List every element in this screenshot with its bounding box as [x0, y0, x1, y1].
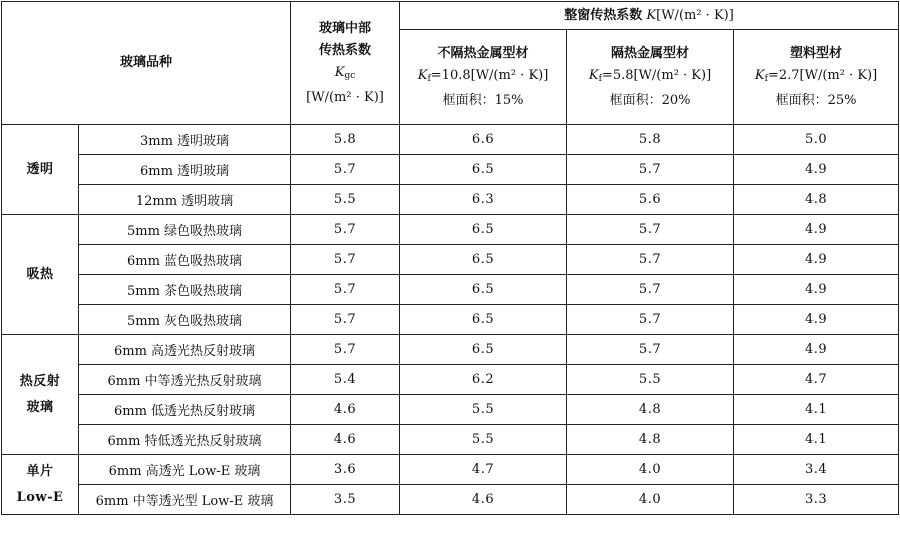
kf-subscript: f — [427, 73, 431, 84]
center-k-cell: 5.7 — [291, 305, 400, 335]
k-non-insulated-cell: 6.3 — [400, 185, 567, 215]
table-header — [2, 2, 899, 125]
group-label-line: Low-E — [16, 489, 64, 505]
glass-name-cell: 12mm 透明玻璃 — [79, 185, 291, 215]
k-non-insulated-cell: 6.6 — [400, 125, 567, 155]
frame-name: 隔热金属型材 — [611, 45, 690, 61]
k-plastic-cell: 4.9 — [734, 215, 899, 245]
glass-name-cell: 5mm 绿色吸热玻璃 — [79, 215, 291, 245]
table-row — [2, 275, 899, 305]
k-plastic-cell: 4.9 — [734, 245, 899, 275]
group-label-cell — [2, 335, 79, 455]
k-insulated-cell: 5.7 — [567, 275, 734, 305]
table-row — [2, 245, 899, 275]
k-plastic-cell: 4.8 — [734, 185, 899, 215]
group-label-line: 玻璃 — [26, 399, 54, 415]
k-non-insulated-cell: 4.6 — [400, 485, 567, 515]
group-label-line: 单片 — [26, 463, 54, 479]
table-row — [2, 485, 899, 515]
k-plastic-cell: 4.9 — [734, 155, 899, 185]
kgc-subscript: gc — [344, 70, 356, 81]
table-row — [2, 455, 899, 485]
kf-value: =5.8[W/(m² · K)] — [601, 67, 712, 83]
group-label-cell — [2, 215, 79, 335]
glass-name-cell: 5mm 茶色吸热玻璃 — [79, 275, 291, 305]
center-k-cell: 5.5 — [291, 185, 400, 215]
k-plastic-cell: 4.7 — [734, 365, 899, 395]
k-plastic-cell: 4.9 — [734, 335, 899, 365]
header-glass-type — [2, 2, 291, 125]
frame-area: 框面积：15% — [442, 92, 524, 108]
header-frame-plastic — [734, 30, 899, 125]
k-non-insulated-cell: 6.5 — [400, 215, 567, 245]
k-insulated-cell: 4.0 — [567, 485, 734, 515]
center-k-cell: 5.7 — [291, 275, 400, 305]
glass-name-cell: 6mm 高透光 Low-E 玻璃 — [79, 455, 291, 485]
k-plastic-cell: 4.1 — [734, 425, 899, 455]
center-k-cell: 3.6 — [291, 455, 400, 485]
header-frame-insulated-metal — [567, 30, 734, 125]
glass-name-cell: 3mm 透明玻璃 — [79, 125, 291, 155]
frame-name: 不隔热金属型材 — [437, 45, 529, 61]
group-label-line: 吸热 — [26, 266, 54, 282]
k-non-insulated-cell: 6.5 — [400, 275, 567, 305]
center-k-cell: 5.7 — [291, 335, 400, 365]
k-insulated-cell: 4.8 — [567, 395, 734, 425]
k-plastic-cell: 4.9 — [734, 275, 899, 305]
kf-value: =2.7[W/(m² · K)] — [767, 67, 878, 83]
glass-name-cell: 6mm 特低透光热反射玻璃 — [79, 425, 291, 455]
group-label-cell — [2, 455, 79, 515]
center-k-cell: 5.7 — [291, 155, 400, 185]
group-label-line: 透明 — [26, 161, 54, 177]
k-plastic-cell: 3.3 — [734, 485, 899, 515]
table-row — [2, 425, 899, 455]
k-insulated-cell: 5.7 — [567, 305, 734, 335]
center-k-cell: 5.7 — [291, 215, 400, 245]
header-center-k — [291, 2, 400, 125]
table-row — [2, 215, 899, 245]
header-glass-type-label: 玻璃品种 — [120, 55, 173, 70]
center-k-cell: 4.6 — [291, 395, 400, 425]
k-plastic-cell: 4.9 — [734, 305, 899, 335]
header-frame-non-insulated-metal — [400, 30, 567, 125]
kf-subscript: f — [598, 73, 602, 84]
k-non-insulated-cell: 6.5 — [400, 305, 567, 335]
k-non-insulated-cell: 6.2 — [400, 365, 567, 395]
frame-kf — [400, 65, 566, 90]
glass-name-cell: 5mm 灰色吸热玻璃 — [79, 305, 291, 335]
table-row — [2, 335, 899, 365]
frame-area: 框面积：25% — [775, 92, 857, 108]
k-non-insulated-cell: 5.5 — [400, 395, 567, 425]
table-row — [2, 155, 899, 185]
group-label-line: 热反射 — [19, 373, 61, 389]
kf-symbol: K — [417, 67, 428, 83]
glass-name-cell: 6mm 中等透光热反射玻璃 — [79, 365, 291, 395]
window-k-title: 整窗传热系数 — [564, 7, 643, 23]
window-k-unit: [W/(m² · K)] — [656, 7, 734, 23]
kf-symbol: K — [754, 67, 765, 83]
k-plastic-cell: 5.0 — [734, 125, 899, 155]
kgc-symbol: K — [334, 64, 345, 80]
k-insulated-cell: 5.7 — [567, 335, 734, 365]
k-insulated-cell: 5.7 — [567, 155, 734, 185]
frame-kf — [567, 65, 733, 90]
glass-name-cell: 6mm 透明玻璃 — [79, 155, 291, 185]
kf-subscript: f — [764, 73, 768, 84]
kf-value: =10.8[W/(m² · K)] — [430, 67, 549, 83]
k-insulated-cell: 4.8 — [567, 425, 734, 455]
k-non-insulated-cell: 6.5 — [400, 335, 567, 365]
table-row — [2, 395, 899, 425]
glass-name-cell: 6mm 低透光热反射玻璃 — [79, 395, 291, 425]
frame-area: 框面积：20% — [609, 92, 691, 108]
center-k-cell: 3.5 — [291, 485, 400, 515]
table-row — [2, 185, 899, 215]
header-center-k-unit: [W/(m² · K)] — [306, 89, 384, 105]
center-k-cell: 4.6 — [291, 425, 400, 455]
glass-name-cell: 6mm 蓝色吸热玻璃 — [79, 245, 291, 275]
table-row — [2, 365, 899, 395]
frame-name: 塑料型材 — [790, 45, 843, 61]
k-non-insulated-cell: 6.5 — [400, 245, 567, 275]
k-insulated-cell: 5.6 — [567, 185, 734, 215]
k-plastic-cell: 4.1 — [734, 395, 899, 425]
center-k-cell: 5.8 — [291, 125, 400, 155]
k-insulated-cell: 5.8 — [567, 125, 734, 155]
header-center-k-line2: 传热系数 — [319, 42, 372, 58]
table-row — [2, 305, 899, 335]
header-center-k-line1: 玻璃中部 — [319, 20, 372, 36]
k-plastic-cell: 3.4 — [734, 455, 899, 485]
glass-heat-transfer-table — [1, 1, 899, 515]
frame-kf — [734, 65, 898, 90]
kf-symbol: K — [588, 67, 599, 83]
glass-name-cell: 6mm 高透光热反射玻璃 — [79, 335, 291, 365]
header-window-k — [400, 2, 899, 30]
group-label-cell — [2, 125, 79, 215]
center-k-cell: 5.4 — [291, 365, 400, 395]
k-non-insulated-cell: 5.5 — [400, 425, 567, 455]
k-non-insulated-cell: 4.7 — [400, 455, 567, 485]
window-k-symbol: K — [646, 7, 657, 23]
k-insulated-cell: 5.7 — [567, 215, 734, 245]
table-body — [2, 125, 899, 515]
k-insulated-cell: 4.0 — [567, 455, 734, 485]
center-k-cell: 5.7 — [291, 245, 400, 275]
table-row — [2, 125, 899, 155]
k-non-insulated-cell: 6.5 — [400, 155, 567, 185]
header-center-k-symbol — [291, 62, 399, 87]
k-insulated-cell: 5.5 — [567, 365, 734, 395]
glass-name-cell: 6mm 中等透光型 Low-E 玻璃 — [79, 485, 291, 515]
k-insulated-cell: 5.7 — [567, 245, 734, 275]
